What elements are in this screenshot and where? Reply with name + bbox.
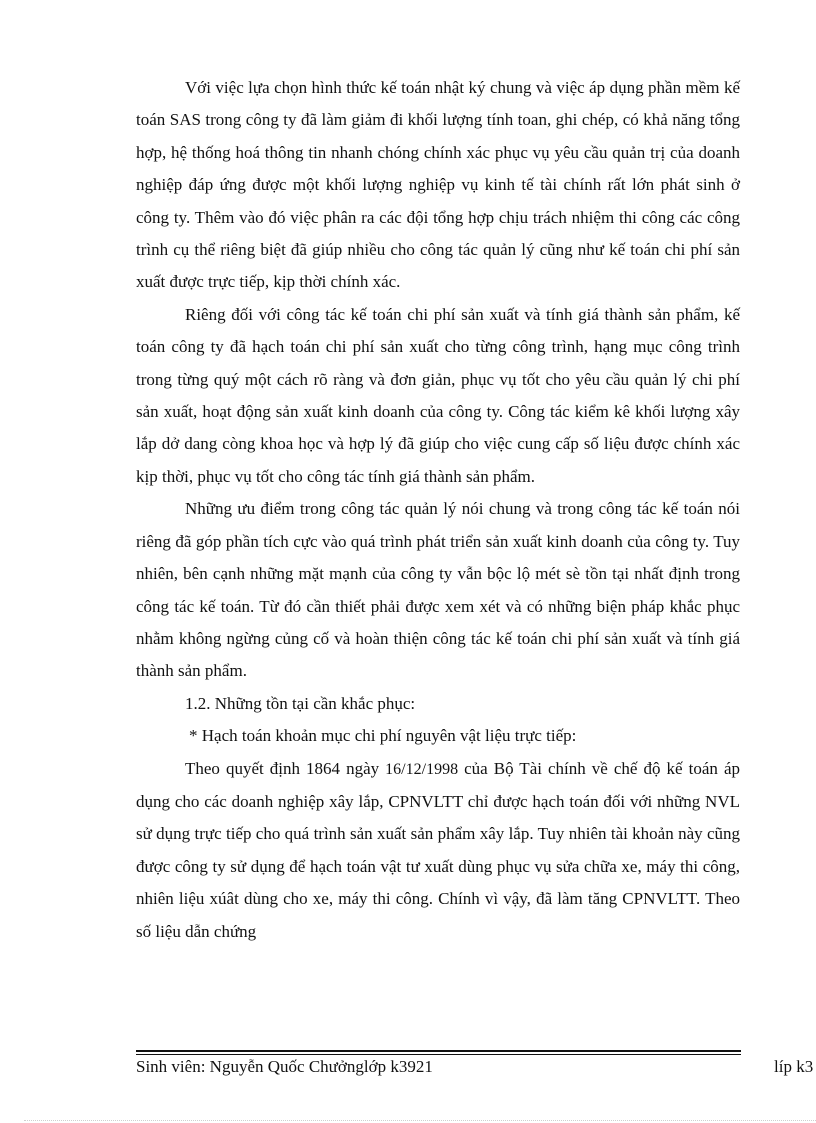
footer-rule-thin	[136, 1054, 741, 1055]
footer-rule-thick	[136, 1050, 741, 1052]
paragraph-4-rest: của Bộ Tài chính về chế độ kế toán áp dụng cho các doanh nghiệp xây lắp, CPNVLTT chỉ được hạch toán đối với những NVL sử dụng trực tiếp cho quá trình sản xuất sản phẩm xây lắp. Tuy nhiên tài khoản này cũng được công ty sử dụng để hạch toán vật tư xuất dùng phục vụ sửa chữa xe, máy thi công, nhiên liệu xúât dùng cho xe, máy thi công. Chính vì vậy, đã làm tăng CPNVLTT. Theo số liệu dẫn chứng	[136, 758, 740, 941]
bullet-heading: * Hạch toán khoản mục chi phí nguyên vật liệu trực tiếp:	[189, 726, 577, 746]
paragraph-4-start: Theo quyết định 1864 ngày	[185, 758, 386, 778]
page-bottom-edge	[24, 1120, 816, 1121]
paragraph-1: Với việc lựa chọn hình thức kế toán nhật ký chung và việc áp dụng phần mềm kế toán SAS trong công ty đã làm giảm đi khối lượng tính toan, ghi chép, có khả năng tổng hợp, hệ thống hoá thông tin nhanh chóng chính xác phục vụ yêu cầu quản trị của doanh nghiệp đáp ứng được một khối lượng nghiệp vụ kinh tế tài chính rất lớn phát sinh ở công ty. Thêm vào đó việc phân ra các đội tổng hợp chịu trách nhiệm thi công các công trình cụ thể riêng biệt đã giúp nhiều cho công tác quản lý cũng như kế toán chi phí sản xuất được trực tiếp, kịp thời chính xác.	[136, 78, 740, 292]
paragraph-3: Những ưu điểm trong công tác quản lý nói chung và trong công tác kế toán nói riêng đã góp phần tích cực vào quá trình phát triển sản xuất kinh doanh của công ty. Tuy nhiên, bên cạnh những mặt mạnh của công ty vẫn bộc lộ mét sè tồn tại nhất định trong công tác kế toán. Từ đó cần thiết phải được xem xét và có những biện pháp khắc phục nhằm không ngừng củng cố và hoàn thiện công tác kế toán chi phí sản xuất và tính giá thành sản phẩm.	[136, 499, 740, 681]
footer-student: Sinh viên: Nguyễn Quốc Chưởnglớp k3921	[136, 1057, 433, 1076]
paragraph-4	[136, 753, 740, 948]
section-heading: 1.2. Những tồn tại cần khắc phục:	[185, 693, 416, 713]
paragraph-2: Riêng đối với công tác kế toán chi phí sản xuất và tính giá thành sản phẩm, kế toán công ty đã hạch toán chi phí sản xuất cho từng công trình, hạng mục công trình trong từng quý một cách rõ ràng và đơn giản, phục vụ tốt cho yêu cầu quản lý chi phí sản xuất, hoạt động sản xuất kinh doanh của công ty. Công tác kiểm kê khối lượng xây lắp dở dang còng khoa học và hợp lý đã giúp cho việc cung cấp số liệu được chính xác kịp thời, phục vụ tốt cho công tác tính giá thành sản phẩm.	[136, 304, 740, 486]
footer-class: líp k3	[774, 1057, 814, 1076]
document-body	[136, 72, 740, 948]
decision-date: 16/12/1998	[385, 760, 459, 778]
